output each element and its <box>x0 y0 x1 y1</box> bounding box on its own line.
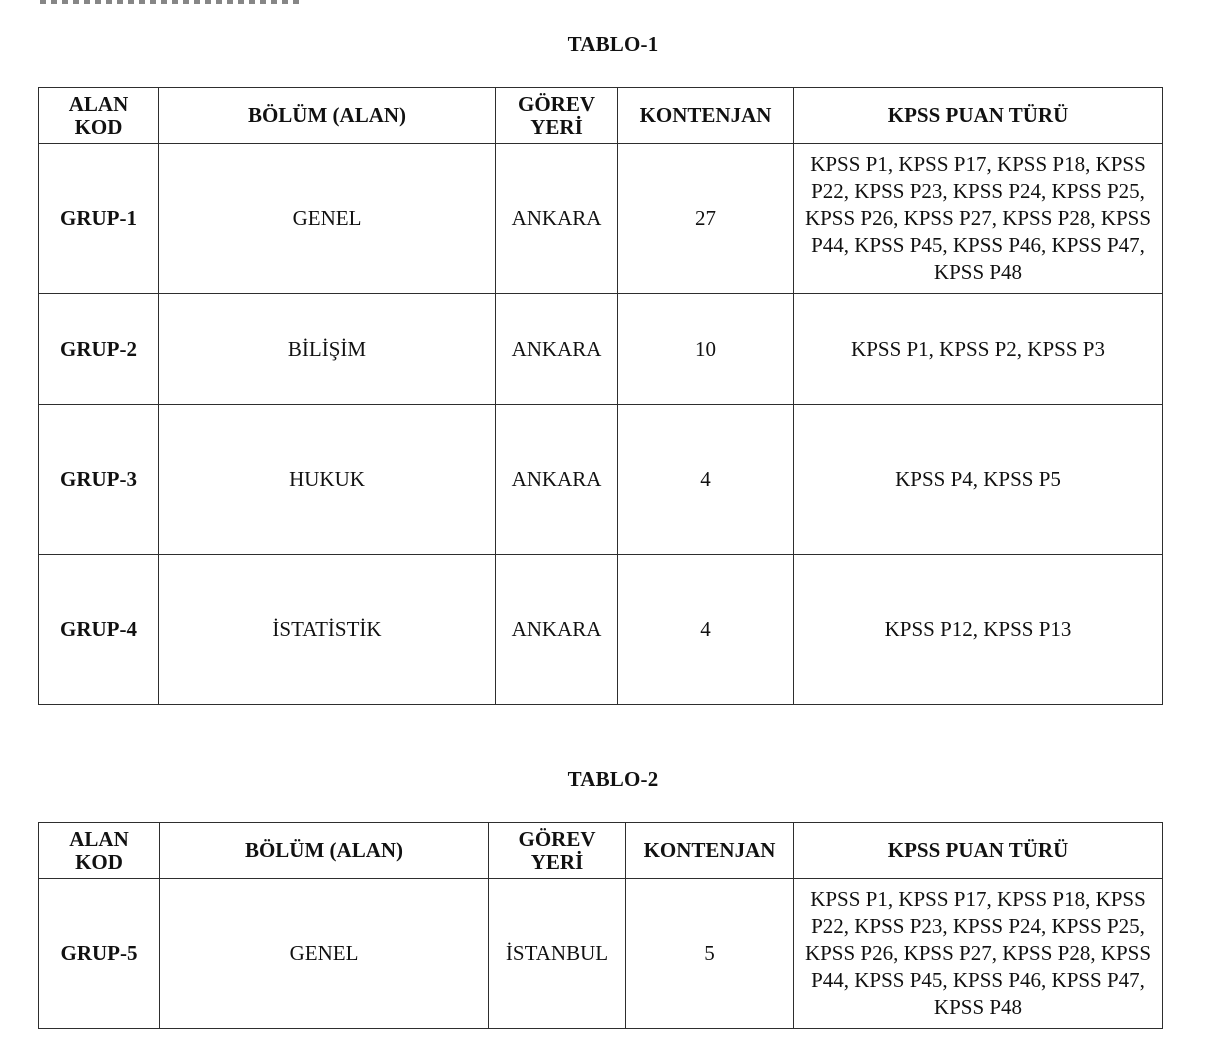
gorev-yeri-cell: ANKARA <box>496 294 618 405</box>
header-gorev-yeri: GÖREV YERİ <box>489 823 626 879</box>
table-row <box>39 144 1163 294</box>
table-row <box>39 294 1163 405</box>
table-2 <box>38 822 1163 1029</box>
table-1-title: TABLO-1 <box>567 32 659 56</box>
kontenjan-cell: 27 <box>618 144 794 294</box>
kpss-puan-cell: KPSS P1, KPSS P17, KPSS P18, KPSS P22, KPSS P23, KPSS P24, KPSS P25, KPSS P26, KPSS P27, KPSS P28, KPSS P44, KPSS P45, KPSS P46, KPSS P47, KPSS P48 <box>794 144 1163 294</box>
header-bolum: BÖLÜM (ALAN) <box>160 823 489 879</box>
kpss-puan-cell: KPSS P4, KPSS P5 <box>794 405 1163 555</box>
kpss-puan-cell: KPSS P1, KPSS P17, KPSS P18, KPSS P22, KPSS P23, KPSS P24, KPSS P25, KPSS P26, KPSS P27, KPSS P28, KPSS P44, KPSS P45, KPSS P46, KPSS P47, KPSS P48 <box>794 879 1163 1029</box>
bolum-cell: GENEL <box>159 144 496 294</box>
header-gorev-yeri: GÖREV YERİ <box>496 88 618 144</box>
bolum-cell: GENEL <box>160 879 489 1029</box>
kpss-puan-cell: KPSS P12, KPSS P13 <box>794 555 1163 705</box>
gorev-yeri-cell: ANKARA <box>496 555 618 705</box>
table-row <box>39 879 1163 1029</box>
table-1-header-row <box>39 88 1163 144</box>
bolum-cell: HUKUK <box>159 405 496 555</box>
kontenjan-cell: 10 <box>618 294 794 405</box>
kontenjan-cell: 5 <box>626 879 794 1029</box>
table-row <box>39 555 1163 705</box>
alan-kod-cell: GRUP-4 <box>39 555 159 705</box>
gorev-yeri-cell: İSTANBUL <box>489 879 626 1029</box>
alan-kod-cell: GRUP-1 <box>39 144 159 294</box>
header-kpss-puan-turu: KPSS PUAN TÜRÜ <box>794 88 1163 144</box>
alan-kod-cell: GRUP-2 <box>39 294 159 405</box>
gorev-yeri-cell: ANKARA <box>496 405 618 555</box>
table-2-title: TABLO-2 <box>567 767 659 791</box>
header-kontenjan: KONTENJAN <box>626 823 794 879</box>
cropped-text-fragment <box>40 0 300 4</box>
alan-kod-cell: GRUP-3 <box>39 405 159 555</box>
bolum-cell: İSTATİSTİK <box>159 555 496 705</box>
bolum-cell: BİLİŞİM <box>159 294 496 405</box>
header-alan-kod: ALAN KOD <box>39 88 159 144</box>
alan-kod-cell: GRUP-5 <box>39 879 160 1029</box>
gorev-yeri-cell: ANKARA <box>496 144 618 294</box>
header-kontenjan: KONTENJAN <box>618 88 794 144</box>
table-1 <box>38 87 1163 705</box>
kpss-puan-cell: KPSS P1, KPSS P2, KPSS P3 <box>794 294 1163 405</box>
header-bolum: BÖLÜM (ALAN) <box>159 88 496 144</box>
table-2-header-row <box>39 823 1163 879</box>
kontenjan-cell: 4 <box>618 555 794 705</box>
header-alan-kod: ALAN KOD <box>39 823 160 879</box>
kontenjan-cell: 4 <box>618 405 794 555</box>
table-row <box>39 405 1163 555</box>
header-kpss-puan-turu: KPSS PUAN TÜRÜ <box>794 823 1163 879</box>
